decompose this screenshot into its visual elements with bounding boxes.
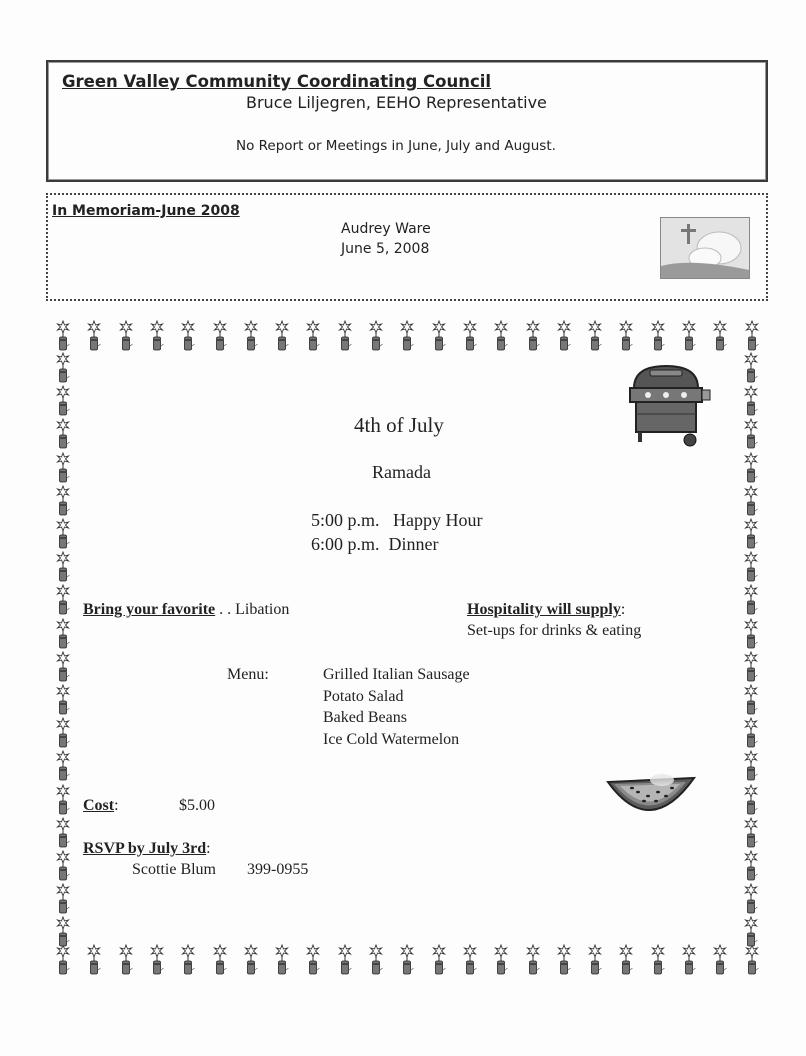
schedule-time: 5:00 p.m. (311, 510, 380, 530)
firecracker-icon (56, 418, 70, 450)
firecracker-icon (744, 784, 758, 816)
firecracker-icon (432, 944, 446, 976)
firecracker-icon (557, 944, 571, 976)
menu-item: Grilled Italian Sausage (323, 666, 470, 683)
firecracker-icon (494, 320, 508, 352)
firecracker-icon (682, 320, 696, 352)
firecracker-icon (400, 944, 414, 976)
firecracker-icon (588, 944, 602, 976)
firecracker-icon (56, 784, 70, 816)
firecracker-icon (744, 584, 758, 616)
watermelon-icon (604, 770, 696, 828)
firecracker-icon (744, 717, 758, 749)
rsvp-line: RSVP by July 3rd: (83, 840, 211, 857)
firecracker-icon (213, 944, 227, 976)
firecracker-icon (56, 485, 70, 517)
cross-lily-icon (660, 217, 750, 279)
firecracker-icon (744, 883, 758, 915)
firecracker-icon (369, 944, 383, 976)
firecracker-icon (56, 452, 70, 484)
firecracker-icon (150, 320, 164, 352)
firecracker-icon (56, 618, 70, 650)
memoriam-title: In Memoriam-June 2008 (52, 203, 240, 219)
firecracker-icon (744, 817, 758, 849)
firecracker-icon (181, 944, 195, 976)
firecracker-icon (150, 944, 164, 976)
firecracker-icon (713, 320, 727, 352)
council-note: No Report or Meetings in June, July and August. (236, 138, 556, 154)
firecracker-icon (369, 320, 383, 352)
firecracker-icon (619, 944, 633, 976)
firecracker-icon (56, 551, 70, 583)
firecracker-icon (744, 684, 758, 716)
menu-label: Menu: (227, 666, 269, 683)
firecracker-icon (744, 850, 758, 882)
memoriam-name: Audrey Ware (341, 221, 431, 237)
firecracker-icon (713, 944, 727, 976)
firecracker-icon (244, 944, 258, 976)
schedule-time: 6:00 p.m. (311, 534, 380, 554)
firecracker-icon (306, 320, 320, 352)
council-representative: Bruce Liljegren, EEHO Representative (246, 93, 547, 112)
schedule-row (311, 510, 483, 531)
firecracker-icon (526, 944, 540, 976)
firecracker-icon (56, 352, 70, 384)
firecracker-icon (494, 944, 508, 976)
hospitality-value: Set-ups for drinks & eating (467, 622, 642, 639)
schedule-label: Dinner (388, 534, 439, 554)
firecracker-icon (651, 320, 665, 352)
firecracker-icon (56, 584, 70, 616)
menu-item: Baked Beans (323, 709, 407, 726)
firecracker-icon (213, 320, 227, 352)
firecracker-icon (56, 916, 70, 948)
firecracker-icon (744, 618, 758, 650)
hospitality-line: Hospitality will supply: (467, 601, 626, 618)
firecracker-icon (745, 320, 759, 352)
schedule-row (311, 534, 439, 555)
firecracker-icon (744, 385, 758, 417)
firecracker-icon (56, 817, 70, 849)
menu-item: Ice Cold Watermelon (323, 731, 460, 748)
firecracker-icon (744, 352, 758, 384)
schedule-label: Happy Hour (393, 510, 483, 530)
firecracker-icon (275, 320, 289, 352)
council-box (46, 60, 768, 182)
firecracker-icon (432, 320, 446, 352)
cost-label: Cost (83, 797, 115, 814)
firecracker-icon (400, 320, 414, 352)
firecracker-icon (744, 518, 758, 550)
rsvp-name: Scottie Blum (132, 861, 216, 878)
firecracker-icon (56, 750, 70, 782)
firecracker-icon (338, 944, 352, 976)
bring-label: Bring your favorite (83, 601, 216, 618)
firecracker-icon (526, 320, 540, 352)
firecracker-icon (56, 850, 70, 882)
firecracker-icon (56, 518, 70, 550)
firecracker-icon (557, 320, 571, 352)
firecracker-icon (56, 944, 70, 976)
cost-value: $5.00 (179, 797, 215, 814)
firecracker-icon (745, 944, 759, 976)
rsvp-phone: 399-0955 (247, 861, 309, 878)
firecracker-icon (275, 944, 289, 976)
bring-line (83, 601, 289, 619)
firecracker-icon (744, 551, 758, 583)
memoriam-box (46, 193, 768, 301)
firecracker-icon (119, 944, 133, 976)
firecracker-icon (181, 320, 195, 352)
firecracker-icon (56, 651, 70, 683)
bring-value: . . Libation (219, 601, 290, 618)
firecracker-icon (744, 452, 758, 484)
menu-item: Potato Salad (323, 688, 404, 705)
firecracker-icon (744, 916, 758, 948)
event-title: 4th of July (354, 413, 444, 437)
hospitality-label: Hospitality will supply (467, 601, 621, 618)
firecracker-icon (651, 944, 665, 976)
memoriam-date: June 5, 2008 (341, 241, 430, 257)
firecracker-icon (338, 320, 352, 352)
firecracker-icon (463, 320, 477, 352)
firecracker-icon (619, 320, 633, 352)
firecracker-icon (87, 944, 101, 976)
rsvp-label: RSVP by July 3rd (83, 840, 207, 857)
firecracker-icon (744, 750, 758, 782)
firecracker-icon (87, 320, 101, 352)
firecracker-icon (744, 418, 758, 450)
firecracker-icon (56, 883, 70, 915)
firecracker-icon (682, 944, 696, 976)
event-location: Ramada (372, 462, 431, 482)
firecracker-icon (744, 651, 758, 683)
firecracker-icon (56, 684, 70, 716)
firecracker-icon (56, 320, 70, 352)
grill-icon (620, 358, 712, 448)
firecracker-icon (463, 944, 477, 976)
firecracker-icon (56, 717, 70, 749)
firecracker-icon (119, 320, 133, 352)
firecracker-icon (588, 320, 602, 352)
cost-line: Cost: (83, 797, 119, 814)
firecracker-icon (306, 944, 320, 976)
firecracker-icon (744, 485, 758, 517)
firecracker-icon (56, 385, 70, 417)
firecracker-icon (244, 320, 258, 352)
council-title: Green Valley Community Coordinating Council (62, 72, 492, 91)
